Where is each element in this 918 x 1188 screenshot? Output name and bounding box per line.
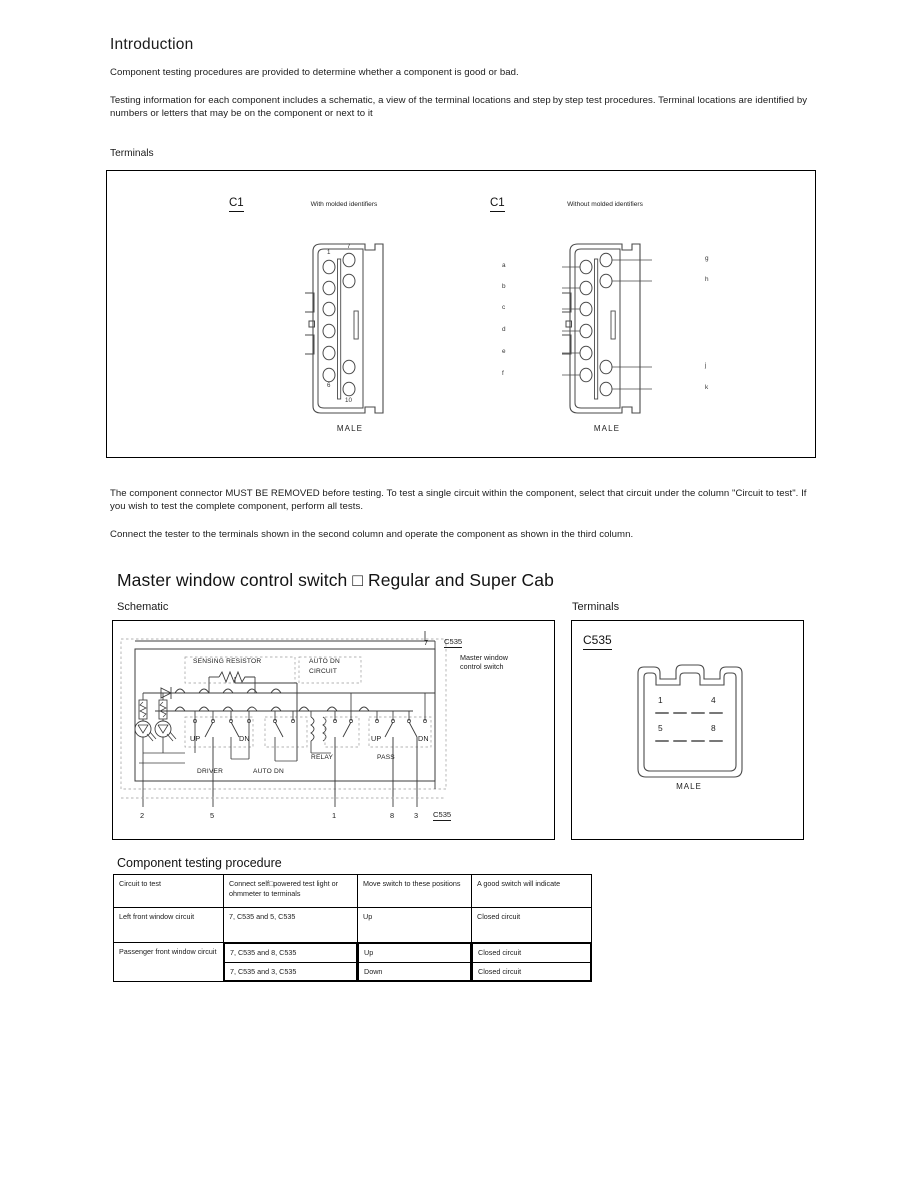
nested-row bbox=[473, 962, 591, 981]
c1-right-lead-e: e bbox=[502, 348, 506, 355]
c1-right-lead-a: a bbox=[502, 262, 506, 269]
header-switch-positions: Move switch to these positions bbox=[358, 875, 472, 908]
schematic-pin-8: 8 bbox=[390, 811, 395, 820]
row-position-passenger-up: Up bbox=[359, 944, 471, 963]
c1-left-connector-group bbox=[107, 171, 462, 457]
c1-left-pin-1: 1 bbox=[327, 249, 331, 256]
table-row bbox=[114, 943, 592, 982]
c1-right-lead-k: k bbox=[705, 384, 709, 391]
nested-row bbox=[473, 944, 591, 963]
c535-pin-4: 4 bbox=[711, 695, 716, 705]
c1-left-connector-drawing bbox=[305, 241, 395, 416]
schematic-pin-1: 1 bbox=[332, 811, 337, 820]
c535-pin-1: 1 bbox=[658, 695, 663, 705]
header-connect-terminals: Connect self□powered test light or ohmmeter to terminals bbox=[224, 875, 358, 908]
schematic-annotation: Master window control switch bbox=[460, 653, 508, 672]
schematic-label-driver-dn: DN bbox=[239, 734, 250, 743]
c535-pin-5: 5 bbox=[658, 723, 663, 733]
c1-right-lead-d: d bbox=[502, 326, 506, 333]
nested-row bbox=[359, 962, 471, 981]
nested-positions-table bbox=[358, 943, 471, 981]
schematic-group-label-pass: PASS bbox=[377, 754, 395, 761]
c535-connector-code: C535 bbox=[583, 634, 612, 650]
c1-right-connector-note: Without molded identifiers bbox=[567, 201, 643, 208]
terminals-section-caption: Terminals bbox=[572, 601, 620, 613]
schematic-connector-code-top: C535 bbox=[444, 637, 463, 646]
middle-note-paragraph-1: The component connector MUST BE REMOVED before testing. To test a single circuit within the component, select that circuit under the column "Circuit to test". If you wish to test the complete component, perform all tests. bbox=[110, 488, 807, 513]
c1-right-lead-b: b bbox=[502, 283, 506, 290]
c1-right-lead-c: c bbox=[502, 304, 506, 311]
row-terminals-passenger-down: 7, C535 and 3, C535 bbox=[225, 962, 357, 981]
introduction-paragraph-2: Testing information for each component includes a schematic, a view of the terminal locations and step by step test procedures. Terminal locations are identified by numbers or letters that may be on the component or next to it bbox=[110, 95, 808, 120]
row-result-passenger-down: Closed circuit bbox=[473, 962, 591, 981]
schematic-label-auto-dn-circuit-line2: CIRCUIT bbox=[309, 668, 338, 675]
middle-note-paragraph-2: Connect the tester to the terminals shown in the second column and operate the component as shown in the third column. bbox=[110, 529, 634, 540]
schematic-caption: Schematic bbox=[117, 601, 169, 613]
schematic-pin-2: 2 bbox=[140, 811, 145, 820]
c1-left-pin-7: 7 bbox=[347, 243, 351, 250]
c1-right-connector-code: C1 bbox=[490, 197, 505, 212]
row-result-left-front: Closed circuit bbox=[472, 908, 592, 943]
c1-left-pin-10: 10 bbox=[345, 397, 352, 404]
introduction-heading: Introduction bbox=[110, 36, 194, 53]
nested-results-table bbox=[472, 943, 591, 981]
table-row bbox=[114, 908, 592, 943]
c535-terminals-panel bbox=[571, 620, 804, 840]
section-title: Master window control switch □ Regular and Super Cab bbox=[117, 570, 554, 590]
schematic-label-pass-up: UP bbox=[371, 734, 382, 743]
c535-connector-orientation: MALE bbox=[676, 782, 702, 791]
procedure-caption: Component testing procedure bbox=[117, 856, 282, 870]
schematic-group-label-driver: DRIVER bbox=[197, 768, 224, 775]
component-testing-procedure-table bbox=[113, 874, 592, 982]
c1-left-pin-6: 6 bbox=[327, 382, 331, 389]
c535-pin-8: 8 bbox=[711, 723, 716, 733]
nested-terminals-table bbox=[224, 943, 357, 981]
row-circuit-left-front: Left front window circuit bbox=[114, 908, 224, 943]
row-terminals-passenger-front-group bbox=[224, 943, 358, 982]
row-position-passenger-front-group bbox=[358, 943, 472, 982]
c1-right-connector-orientation: MALE bbox=[593, 424, 621, 433]
schematic-pin-3: 3 bbox=[414, 811, 419, 820]
c535-connector-drawing bbox=[572, 621, 803, 839]
row-position-left-front: Up bbox=[358, 908, 472, 943]
c1-right-lead-g: g bbox=[705, 255, 709, 262]
row-result-passenger-front-group bbox=[472, 943, 592, 982]
row-terminals-passenger-up: 7, C535 and 8, C535 bbox=[225, 944, 357, 963]
nested-row bbox=[225, 944, 357, 963]
header-circuit-to-test: Circuit to test bbox=[114, 875, 224, 908]
c1-left-connector-note: With molded identifiers bbox=[310, 201, 378, 208]
schematic-label-driver-up: UP bbox=[190, 734, 201, 743]
nested-row bbox=[359, 944, 471, 963]
schematic-label-sensing-resistor: SENSING RESISTOR bbox=[193, 658, 262, 665]
c1-left-connector-orientation: MALE bbox=[336, 424, 364, 433]
row-position-passenger-down: Down bbox=[359, 962, 471, 981]
nested-row bbox=[225, 962, 357, 981]
schematic-group-label-relay: RELAY bbox=[311, 754, 334, 761]
row-circuit-passenger-front: Passenger front window circuit bbox=[114, 943, 224, 982]
c1-right-lead-f: f bbox=[502, 370, 504, 377]
terminals-caption-top: Terminals bbox=[110, 148, 154, 159]
c1-terminals-panel bbox=[106, 170, 816, 458]
table-header-row bbox=[114, 875, 592, 908]
c1-left-connector-code: C1 bbox=[229, 197, 244, 212]
schematic-pin-7-top: 7 bbox=[424, 638, 429, 647]
schematic-label-pass-dn: DN bbox=[418, 734, 429, 743]
header-good-switch-indicates: A good switch will indicate bbox=[472, 875, 592, 908]
c1-right-connector-drawing bbox=[502, 241, 709, 416]
schematic-group-label-auto-dn: AUTO DN bbox=[253, 768, 284, 775]
row-terminals-left-front: 7, C535 and 5, C535 bbox=[224, 908, 358, 943]
schematic-label-auto-dn-circuit-line1: AUTO DN bbox=[309, 658, 340, 665]
c1-right-lead-h: h bbox=[705, 276, 709, 283]
c1-right-lead-j: j bbox=[705, 362, 707, 369]
schematic-pin-5: 5 bbox=[210, 811, 215, 820]
row-result-passenger-up: Closed circuit bbox=[473, 944, 591, 963]
introduction-paragraph-1: Component testing procedures are provided to determine whether a component is good or bad. bbox=[110, 67, 519, 78]
schematic-connector-code-bottom: C535 bbox=[433, 810, 452, 819]
c1-right-connector-group bbox=[462, 171, 817, 457]
